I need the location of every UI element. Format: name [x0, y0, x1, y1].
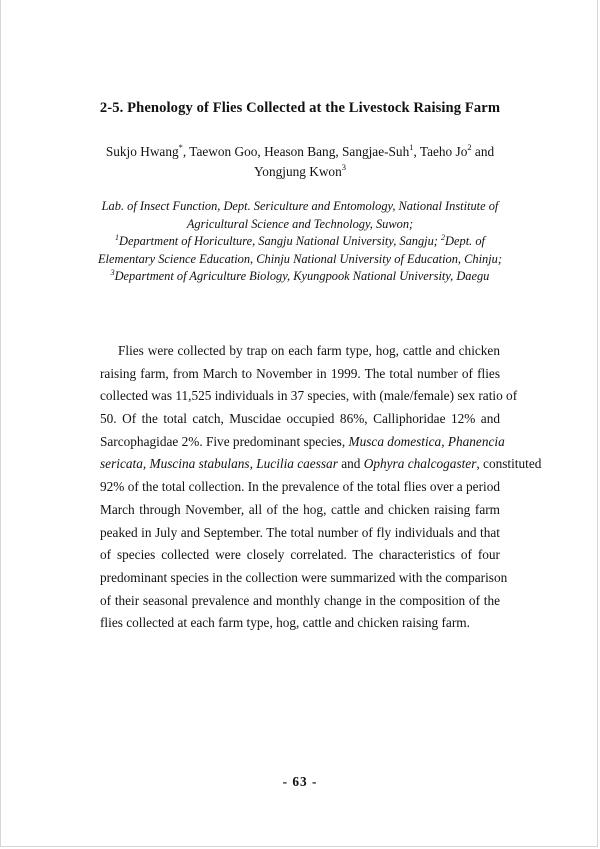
- author-name: Sangjae-Suh: [342, 144, 410, 159]
- abstract-line: [100, 408, 500, 431]
- author-affiliation-mark: 1: [409, 141, 414, 152]
- author-separator: ,: [413, 144, 420, 159]
- species-name: sericata, Muscina stabulans,: [100, 456, 253, 472]
- affiliation-line: [0, 251, 600, 269]
- affiliation-text: Agricultural Science and Technology, Suwon;: [186, 216, 414, 231]
- abstract-line: [100, 431, 505, 454]
- abstract-line: [100, 522, 500, 545]
- abstract-body: [100, 340, 542, 635]
- abstract-line: [100, 499, 500, 522]
- abstract-text: predominant species in the collection were summarized with the comparison: [100, 569, 508, 585]
- species-name: Lucilia caessar: [256, 456, 338, 472]
- author-affiliation-mark: 3: [341, 161, 346, 172]
- author-affiliation-mark: 2: [467, 141, 472, 152]
- affiliation-mark: 2: [441, 233, 446, 243]
- species-name: Ophyra chalcogaster: [363, 456, 477, 472]
- abstract-line: [100, 476, 500, 499]
- abstract-line: [100, 363, 500, 386]
- author-affiliation-mark: *: [178, 141, 183, 152]
- abstract-text: 92% of the total collection. In the prevalence of the total flies over a period: [100, 479, 500, 495]
- abstract-line: [100, 385, 518, 408]
- abstract-text: Flies were collected by trap on each farm type, hog, cattle and chicken: [118, 343, 500, 358]
- affiliation-block: [0, 198, 600, 286]
- page-number: - 63 -: [282, 774, 318, 789]
- abstract-text: and: [337, 456, 364, 472]
- author-separator: ,: [257, 144, 265, 159]
- author-name: Yongjung Kwon: [254, 164, 342, 179]
- abstract-text: raising farm, from March to November in 1999. The total number of flies: [100, 365, 500, 381]
- paper-title: 2-5. Phenology of Flies Collected at the Livestock Raising Farm: [99, 100, 501, 116]
- author-separator: ,: [335, 144, 343, 159]
- affiliation-text: Elementary Science Education, Chinju National University of Education, Chinju;: [97, 251, 502, 266]
- affiliation-mark: 3: [110, 268, 115, 278]
- affiliation-text: Lab. of Insect Function, Dept. Sericulture and Entomology, National Institute of: [101, 199, 499, 213]
- abstract-text: March through November, all of the hog, cattle and chicken raising farm: [100, 501, 500, 517]
- abstract-line: [100, 567, 508, 590]
- abstract-text: of species collected were closely correlated. The characteristics of four: [100, 547, 500, 563]
- affiliation-line: [0, 198, 600, 216]
- abstract-text: flies collected at each farm type, hog, cattle and chicken raising farm.: [100, 615, 470, 631]
- author-name: Sukjo Hwang: [105, 144, 179, 159]
- author-name: Heason Bang: [264, 144, 336, 159]
- affiliation-line: [0, 268, 600, 286]
- abstract-line: [100, 453, 542, 476]
- author-separator: ,: [182, 144, 190, 159]
- species-name: Musca domestica, Phanencia: [348, 433, 505, 449]
- abstract-text: , constituted: [476, 456, 542, 472]
- affiliation-mark: 1: [115, 233, 120, 243]
- abstract-text: 50. Of the total catch, Muscidae occupied 86%, Calliphoridae 12% and: [100, 411, 500, 427]
- affiliation-line: [0, 216, 600, 234]
- abstract-line: [100, 544, 500, 567]
- affiliation-line: [0, 233, 600, 251]
- abstract-text: collected was 11,525 individuals in 37 species, with (male/female) sex ratio of: [100, 388, 518, 404]
- author-list: [0, 142, 600, 182]
- author-name: Taeho Jo: [419, 144, 468, 159]
- author-separator: and: [471, 144, 495, 159]
- author-line-1: [0, 142, 600, 162]
- author-name: Taewon Goo: [189, 144, 258, 159]
- abstract-line: [100, 612, 500, 635]
- abstract-line: [100, 590, 500, 613]
- abstract-text: of their seasonal prevalence and monthly change in the composition of the: [100, 592, 500, 608]
- abstract-line: [100, 340, 500, 363]
- affiliation-text: Dept. of: [445, 234, 485, 249]
- affiliation-text: Department of Horiculture, Sangju National University, Sangju;: [119, 234, 442, 249]
- abstract-text: Sarcophagidae 2%. Five predominant species,: [100, 433, 349, 449]
- author-line-2: [0, 162, 600, 182]
- abstract-text: peaked in July and September. The total number of fly individuals and that: [100, 524, 500, 540]
- affiliation-text: Department of Agriculture Biology, Kyungpook National University, Daegu: [114, 269, 490, 284]
